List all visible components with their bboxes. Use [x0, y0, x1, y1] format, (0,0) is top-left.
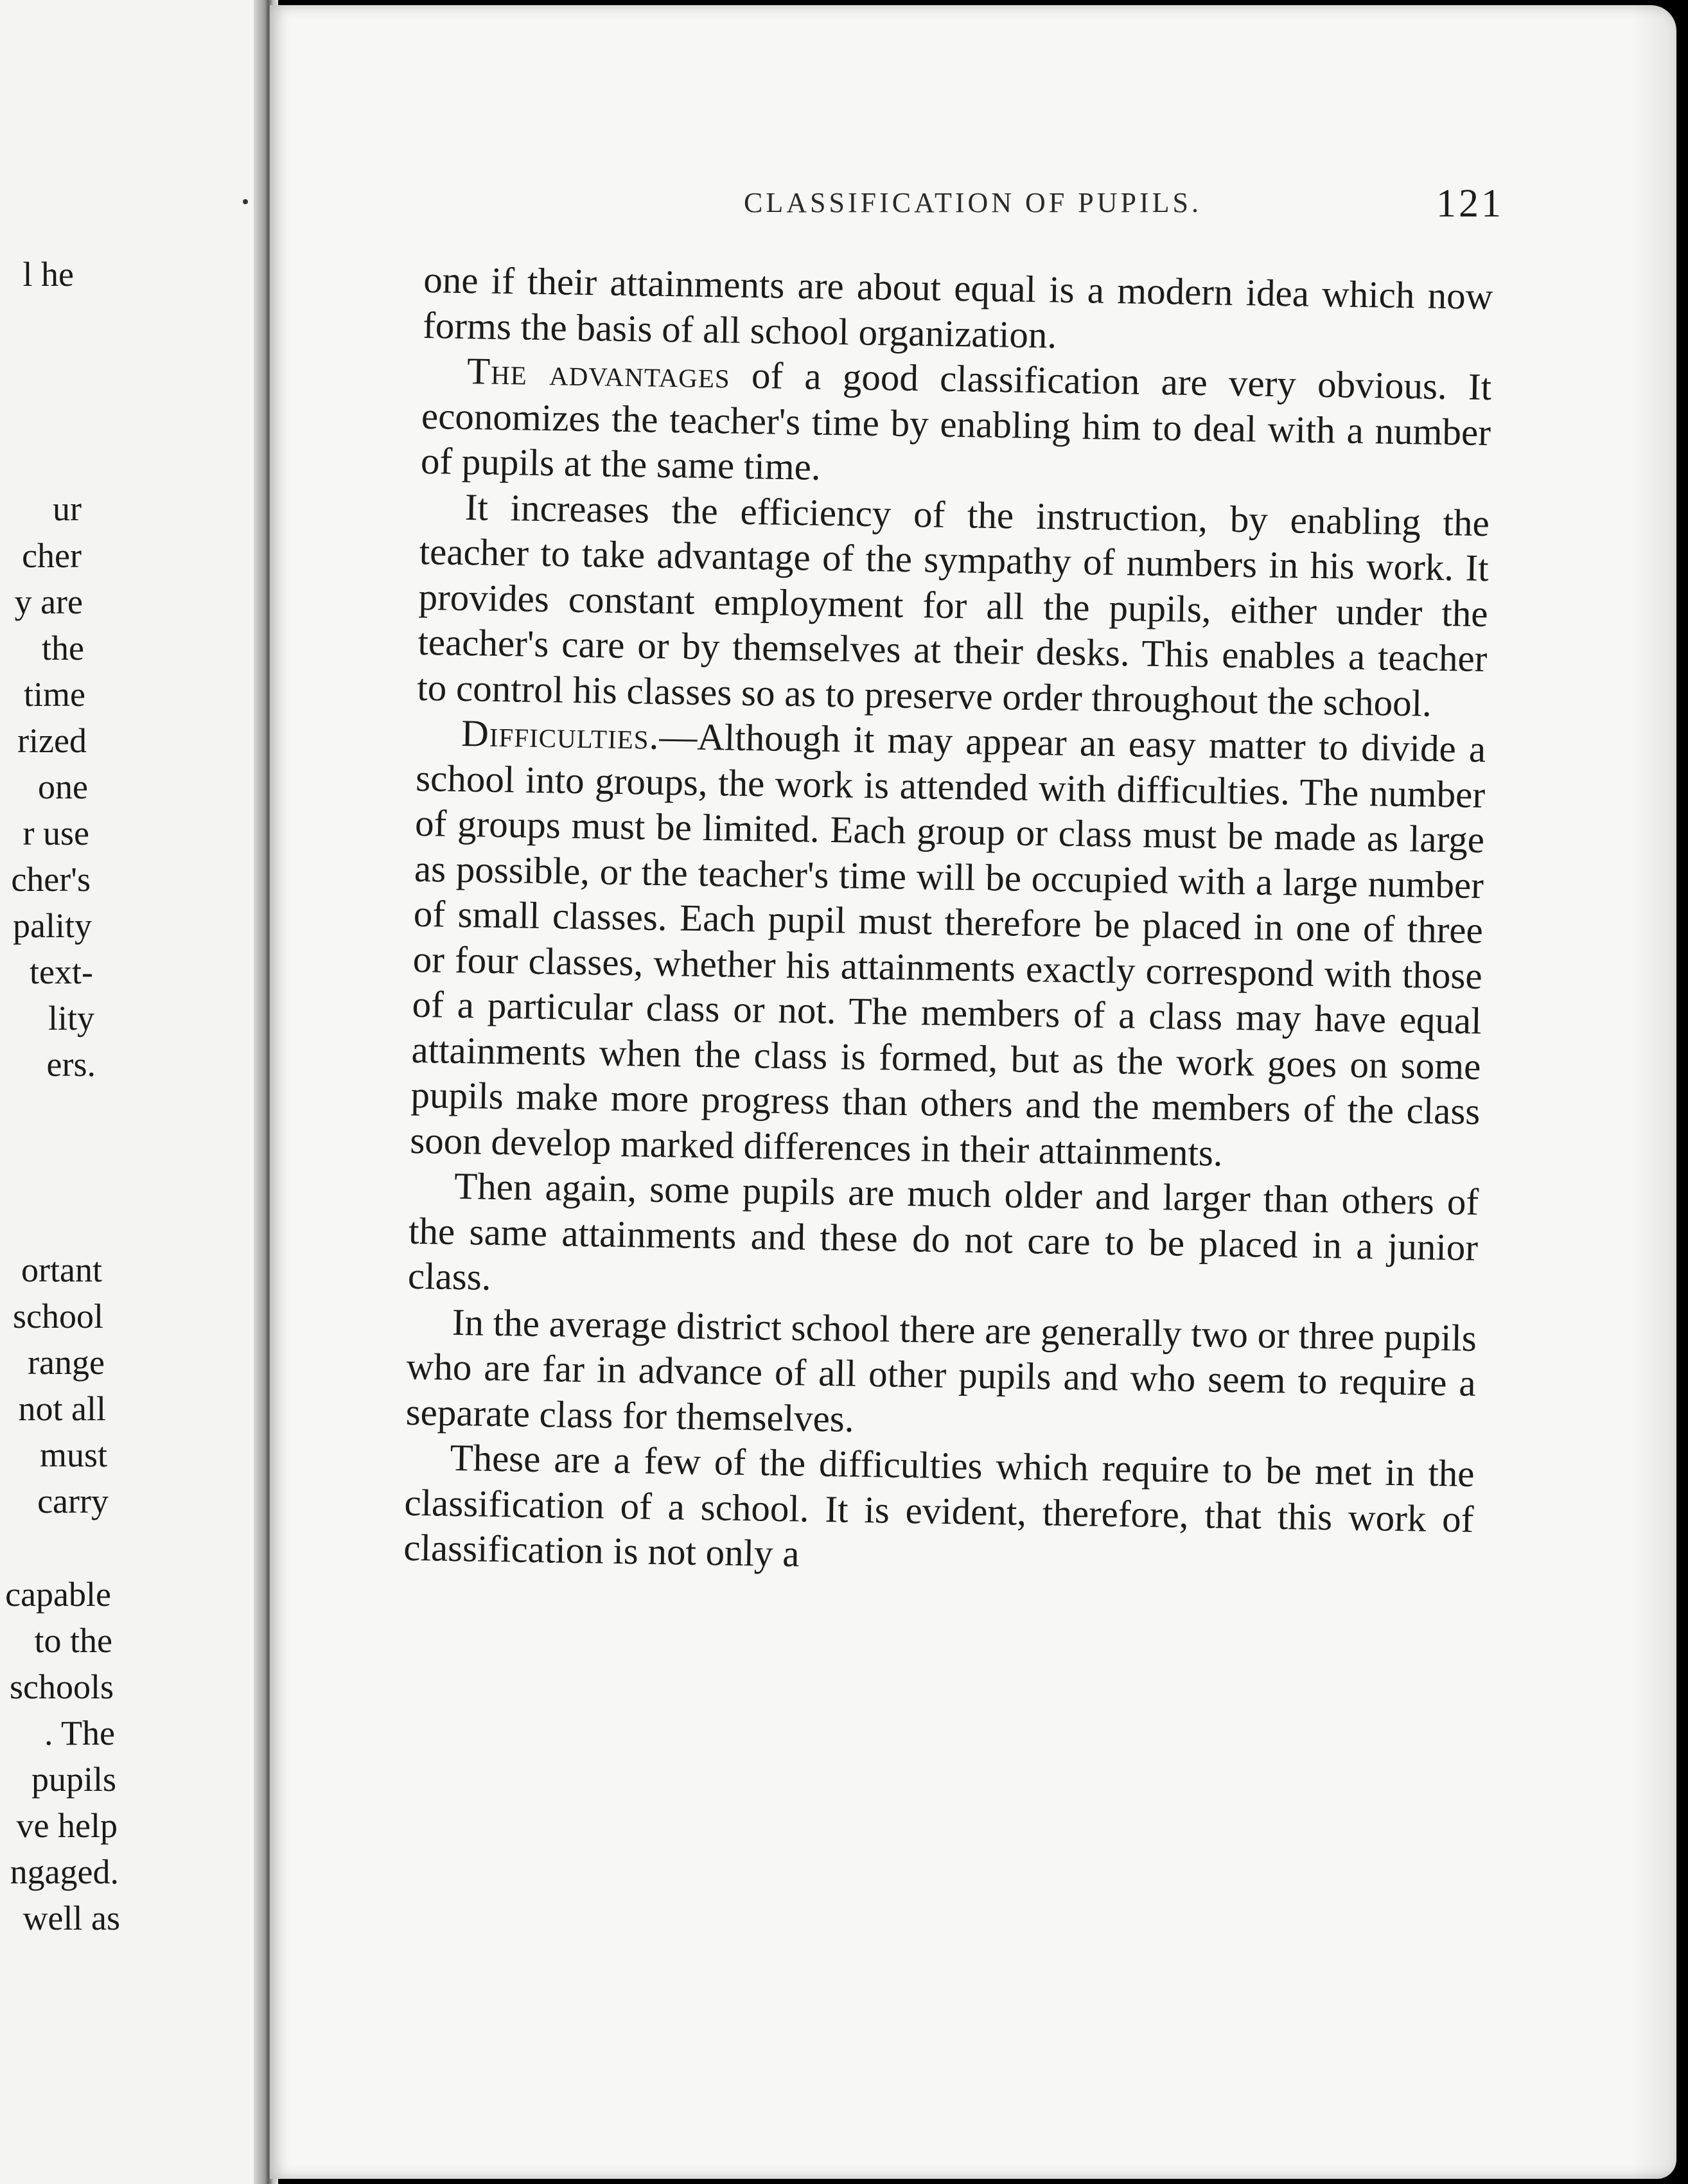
left-fragment: ur — [53, 489, 82, 528]
left-fragment: ortant — [21, 1251, 102, 1289]
left-page-text-fragments — [0, 0, 254, 2184]
left-fragment: time — [24, 675, 85, 714]
left-fragment: ngaged. — [10, 1853, 119, 1891]
ink-speck — [243, 199, 248, 204]
left-fragment: one — [38, 768, 88, 806]
left-fragment: capable — [5, 1575, 111, 1614]
left-fragment: cher — [22, 536, 82, 575]
paragraph-text: of a good classification are very obvious. It economizes the teacher's time by enabling him to deal with a number of pupils at the same time. — [420, 353, 1492, 488]
paragraph-text: —Although it may appear an easy matter to divide a school into groups, the work is attended with difficulties. The number of groups must be limited. Each group or class must be made as large as possible, or the teacher's time will be occupied with a large number of small classes. Each pupil must therefore be placed in one of three or four classes, whether his attainments exactly correspond with those of a particular class or not. The members of a class may have equal attainments when the class is formed, but as the work goes on some pupils make more progress than others and the members of the class soon develop marked differences in their attainments. — [409, 714, 1486, 1174]
paragraph-advantages — [420, 348, 1491, 500]
paragraph: These are a few of the difficulties which require to be met in the classification of a school. It is evident, therefore, that this work of classification is not only a — [403, 1436, 1475, 1575]
left-fragment: l he — [22, 255, 74, 294]
facing-page-left — [0, 0, 263, 2184]
left-fragment: school — [13, 1297, 103, 1335]
left-fragment: rized — [17, 721, 87, 760]
left-fragment: y are — [14, 583, 83, 621]
running-head: CLASSIFICATION OF PUPILS. — [744, 187, 1202, 218]
section-lead: Difficulties. — [461, 712, 660, 757]
left-fragment: must — [39, 1436, 107, 1474]
paragraph-difficulties — [410, 710, 1486, 1179]
page-edge-shadow — [1631, 5, 1676, 2179]
left-fragment: pupils — [31, 1760, 116, 1799]
left-fragment: well as — [22, 1899, 120, 1937]
page-body — [403, 257, 1493, 1587]
section-lead: The advantages — [466, 349, 731, 396]
left-fragment: the — [42, 629, 84, 667]
page-number: 121 — [1436, 182, 1504, 225]
left-fragment: carry — [37, 1482, 109, 1520]
paragraph: It increases the efficiency of the instruction, by enabling the teacher to take advantage of the sympathy of numbers in his work. It provides constant employment for all the pupils, either under the teacher's care or by themselves at their desks. This enables a teacher to control his classes so as to preserve order throughout the school. — [416, 485, 1490, 725]
paragraph: Then again, some pupils are much older and larger than others of the same attainments and these do not care to be placed in a junior class. — [407, 1164, 1479, 1298]
left-fragment: ve help — [16, 1806, 118, 1845]
paragraph: In the average district school there are generally two or three pupils who are far in advance of all other pupils and who seem to require a separate class for themselves. — [405, 1300, 1477, 1440]
left-fragment: not all — [18, 1389, 106, 1428]
left-fragment: pality — [13, 906, 92, 945]
left-fragment: r use — [22, 814, 89, 852]
left-fragment: ers. — [46, 1045, 96, 1084]
left-fragment: lity — [48, 999, 94, 1037]
left-fragment: cher's — [11, 860, 91, 899]
left-fragment: to the — [34, 1621, 112, 1660]
paragraph: one if their attainments are about equal is a modern idea which now forms the basis of all school organization. — [422, 258, 1493, 356]
left-fragment: . The — [44, 1714, 115, 1752]
left-fragment: range — [28, 1343, 105, 1382]
left-fragment: text- — [30, 953, 93, 991]
left-fragment: schools — [10, 1668, 114, 1706]
